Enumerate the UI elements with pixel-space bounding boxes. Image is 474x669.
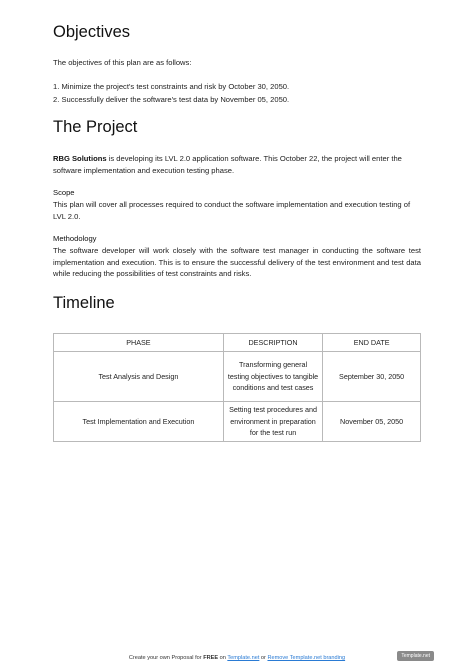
timeline-table [53,333,421,442]
end-date-cell: November 05, 2050 [323,402,421,442]
header-end-date: END DATE [323,334,421,352]
description-cell: Transforming general testing objectives to tangible conditions and test cases [223,352,322,402]
header-description: DESCRIPTION [223,334,322,352]
scope-label: Scope [53,188,75,197]
objectives-heading: Objectives [53,23,131,41]
project-intro-text: is developing its LVL 2.0 application software. This October 22, the project will enter the software implementation and execution testing phase. [53,154,402,175]
description-cell: Setting test procedures and environment in preparation for the test run [223,402,322,442]
header-phase: PHASE [54,334,224,352]
objectives-intro: The objectives of this plan are as follows: [53,58,192,67]
objective-item: 1. Minimize the project's test constraints and risk by October 30, 2050. [53,82,290,91]
footer-bar [0,655,474,661]
table-row [54,352,421,402]
methodology-text: The software developer will work closely with the software test manager in conducting the software test implementation and execution. This is to ensure the successful delivery of the test environment and test data while reducing the possibilities of test constraints and risks. [53,246,421,278]
footer-on: on [218,655,228,661]
objectives-list [53,80,289,106]
footer-sep: or [259,655,268,661]
timeline-heading: Timeline [53,294,115,312]
scope-text: This plan will cover all processes required to conduct the software implementation and execution testing of LVL 2.0. [53,200,411,221]
footer-template-link[interactable]: Template.net [227,655,260,661]
company-name: RBG Solutions [53,154,107,163]
objective-item: 2. Successfully deliver the software's test data by November 05, 2050. [53,95,290,104]
project-intro [53,153,421,176]
phase-cell: Test Implementation and Execution [54,402,224,442]
footer-remove-branding-link[interactable]: Remove Template.net branding [267,655,346,661]
footer-free: FREE [203,655,219,661]
table-row [54,402,421,442]
project-heading: The Project [53,118,138,136]
methodology-label: Methodology [53,234,97,243]
phase-cell: Test Analysis and Design [54,352,224,402]
template-badge[interactable]: Template.net [397,651,434,661]
footer-prefix: Create your own Proposal for [128,655,204,661]
end-date-cell: September 30, 2050 [323,352,421,402]
table-header-row [54,334,421,352]
